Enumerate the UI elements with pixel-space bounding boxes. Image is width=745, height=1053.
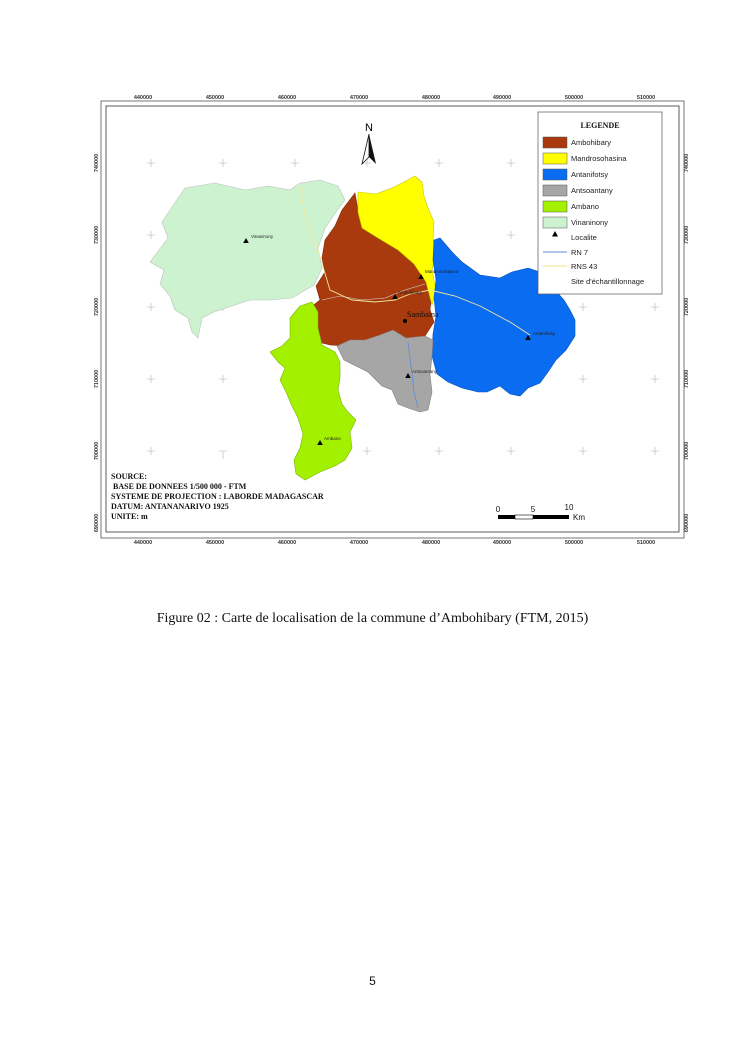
scale-label: 5 [530, 505, 536, 514]
legend-label: Antsoantany [571, 186, 613, 195]
legend-label: RN 7 [571, 248, 589, 257]
y-tick-label: 710000 [684, 369, 690, 389]
legend-label: Vinaninony [571, 218, 608, 227]
source-line: DATUM: ANTANANARIVO 1925 [111, 502, 229, 511]
x-tick-label: 500000 [564, 540, 584, 546]
y-tick-label: 730000 [94, 225, 100, 245]
legend-label: Ambano [571, 202, 599, 211]
legend-swatch-ambano [543, 201, 567, 212]
x-tick-label: 480000 [421, 95, 441, 101]
legend-swatch-antanifotsy [543, 169, 567, 180]
source-line: UNITE: m [111, 512, 148, 521]
legend-label: Site d'échantillonnage [571, 277, 645, 286]
figure-caption: Figure 02 : Carte de localisation de la commune d’Ambohibary (FTM, 2015) [156, 611, 589, 626]
x-tick-labels-bottom [134, 540, 655, 546]
svg-text:Antanifotsy: Antanifotsy [533, 331, 556, 336]
y-tick-labels-right [684, 154, 690, 532]
y-tick-label: 690000 [684, 513, 690, 533]
x-tick-label: 510000 [636, 95, 656, 101]
y-tick-label: 740000 [94, 153, 100, 173]
legend-swatch-mandrosohasina [543, 153, 567, 164]
source-line: SOURCE: [111, 472, 148, 481]
legend-label: Ambohibary [571, 138, 612, 147]
svg-text:Ambano: Ambano [324, 436, 341, 441]
north-label: N [365, 122, 373, 134]
x-tick-label: 500000 [564, 95, 584, 101]
y-tick-label: 720000 [94, 297, 100, 317]
y-tick-label: 730000 [684, 225, 690, 245]
source-line: SYSTEME DE PROJECTION : LABORDE MADAGASCAR [111, 492, 324, 501]
y-tick-labels-left [94, 154, 100, 532]
y-tick-label: 690000 [94, 513, 100, 533]
y-tick-label: 720000 [684, 297, 690, 317]
y-tick-label: 700000 [684, 441, 690, 461]
x-tick-label: 490000 [492, 540, 512, 546]
sampling-site-marker [403, 319, 407, 323]
legend-label: Localite [571, 233, 597, 242]
legend-title: LEGENDE [580, 121, 620, 130]
x-tick-label: 470000 [349, 95, 369, 101]
svg-text:Vinaninony: Vinaninony [251, 234, 274, 239]
legend-label: Mandrosohasina [571, 154, 627, 163]
y-tick-label: 710000 [94, 369, 100, 389]
scale-unit: Km [573, 513, 585, 522]
y-tick-label: 740000 [684, 153, 690, 173]
scale-label: 10 [564, 503, 574, 512]
x-tick-label: 450000 [205, 540, 225, 546]
x-tick-label: 490000 [492, 95, 512, 101]
svg-text:Sambaina: Sambaina [407, 310, 439, 319]
x-tick-label: 480000 [421, 540, 441, 546]
page-number: 5 [369, 974, 376, 988]
x-tick-label: 450000 [205, 95, 225, 101]
legend-swatch-ambohibary [543, 137, 567, 148]
x-tick-label: 460000 [277, 95, 297, 101]
legend-swatch-antsoantany [543, 185, 567, 196]
map-legend [538, 112, 662, 294]
x-tick-labels-top [134, 95, 655, 101]
svg-text:Ambohibary: Ambohibary [398, 290, 423, 295]
x-tick-label: 510000 [636, 540, 656, 546]
svg-text:Mandrosohasina: Mandrosohasina [425, 269, 459, 274]
x-tick-label: 440000 [133, 540, 153, 546]
scale-label: 0 [495, 505, 501, 514]
legend-label: Antanifotsy [571, 170, 609, 179]
y-tick-label: 700000 [94, 441, 100, 461]
source-line: BASE DE DONNEES 1/500 000 - FTM [111, 482, 247, 491]
x-tick-label: 460000 [277, 540, 297, 546]
x-tick-label: 470000 [349, 540, 369, 546]
legend-swatch-vinaninony [543, 217, 567, 228]
legend-label: RNS 43 [571, 262, 598, 271]
svg-text:Antsoantany: Antsoantany [412, 369, 438, 374]
x-tick-label: 440000 [133, 95, 153, 101]
